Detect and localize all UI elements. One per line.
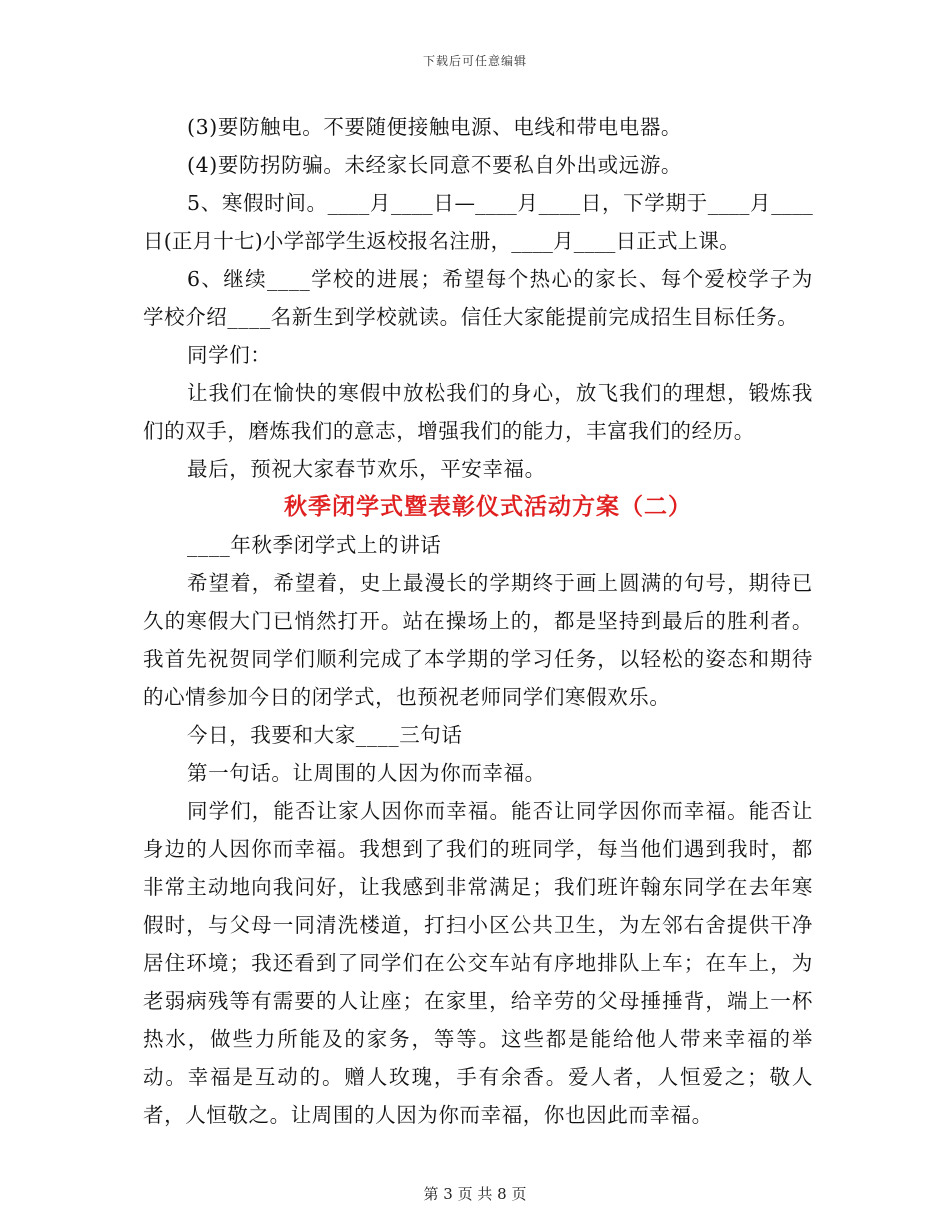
paragraph-enrollment: 6、继续____学校的进展；希望每个热心的家长、每个爱校学子为学校介绍____名新生到学校就读。信任大家能提前完成招生目标任务。 [143, 267, 813, 329]
paragraph-encouragement: 让我们在愉快的寒假中放松我们的身心，放飞我们的理想，锻炼我们的双手，磨炼我们的意志，增强我们的能力，丰富我们的经历。 [143, 381, 813, 443]
section-title: 秋季闭学式暨表彰仪式活动方案（二） [284, 493, 692, 520]
paragraph-speech-opening: 希望着，希望着，史上最漫长的学期终于画上圆满的句号，期待已久的寒假大门已悄然打开。站在操场上的，都是坚持到最后的胜利者。我首先祝贺同学们顺利完成了本学期的学习任务，以轻松的姿态和期待的心情参加今日的闭学式，也预祝老师同学们寒假欢乐。 [143, 571, 813, 709]
paragraph-closing-wishes: 最后，预祝大家春节欢乐，平安幸福。 [187, 457, 546, 481]
paragraph-speech-heading: ____年秋季闭学式上的讲话 [187, 533, 442, 557]
page-header-note: 下载后可任意编辑 [422, 54, 527, 68]
paragraph-three-sentences: 今日，我要和大家____三句话 [187, 723, 463, 747]
paragraph-holiday-dates: 5、寒假时间。____月____日—____月____日，下学期于____月____日(正月十七)小学部学生返校报名注册，____月____日正式上课。 [143, 191, 813, 253]
paragraph-first-sentence: 第一句话。让周围的人因为你而幸福。 [187, 761, 546, 785]
paragraph-greeting: 同学们： [187, 343, 272, 367]
document-body [143, 108, 813, 1134]
paragraph-safety-abduction: (4)要防拐防骗。未经家长同意不要私自外出或远游。 [187, 153, 683, 177]
page-number-footer: 第 3 页 共 8 页 [423, 1185, 527, 1203]
paragraph-safety-electric: (3)要防触电。不要随便接触电源、电线和带电电器。 [187, 115, 683, 139]
paragraph-happiness: 同学们，能否让家人因你而幸福。能否让同学因你而幸福。能否让身边的人因你而幸福。我想到了我们的班同学，每当他们遇到我时，都非常主动地向我问好，让我感到非常满足；我们班许翰东同学在去年寒假时，与父母一同清洗楼道，打扫小区公共卫生，为左邻右舍提供干净居住环境；我还看到了同学们在公交车站有序地排队上车；在车上，为老弱病残等有需要的人让座；在家里，给辛劳的父母捶捶背，端上一杯热水，做些力所能及的家务，等等。这些都是能给他人带来幸福的举动。幸福是互动的。赠人玫瑰，手有余香。爱人者，人恒爱之；敬人者，人恒敬之。让周围的人因为你而幸福，你也因此而幸福。 [143, 799, 813, 1127]
